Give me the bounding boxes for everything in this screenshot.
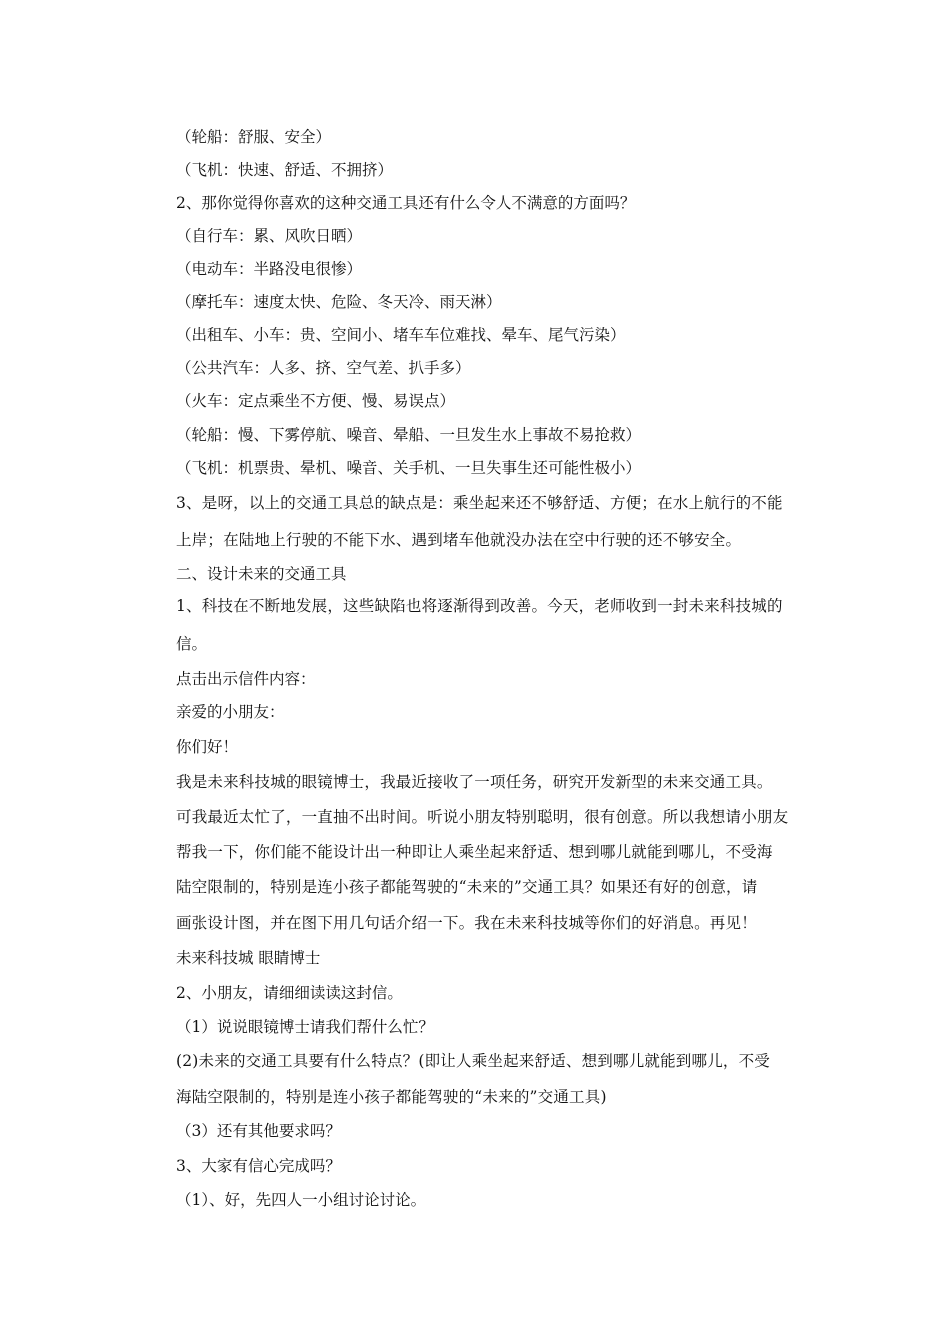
text-line: （飞机：快速、舒适、不拥挤） [176, 161, 394, 179]
text-line: 点击出示信件内容： [176, 670, 316, 688]
text-line: （飞机：机票贵、晕机、噪音、关手机、一旦失事生还可能性极小） [176, 459, 642, 477]
text-line: 海陆空限制的，特别是连小孩子都能驾驶的“未来的”交通工具) [176, 1088, 607, 1106]
text-line: （公共汽车：人多、挤、空气差、扒手多） [176, 359, 471, 377]
text-line: 信。 [176, 635, 208, 653]
text-line: （3）还有其他要求吗？ [176, 1122, 341, 1140]
letter-body-line: 我是未来科技城的眼镜博士，我最近接收了一项任务，研究开发新型的未来交通工具。 [176, 773, 773, 791]
text-line: (2)未来的交通工具要有什么特点？(即让人乘坐起来舒适、想到哪儿就能到哪儿，不受 [176, 1052, 771, 1070]
text-line: （1）、好，先四人一小组讨论讨论。 [176, 1191, 427, 1209]
section-heading: 二、设计未来的交通工具 [176, 565, 347, 583]
letter-greeting: 你们好！ [176, 738, 239, 756]
text-line: 1、科技在不断地发展，这些缺陷也将逐渐得到改善。今天，老师收到一封未来科技城的 [176, 597, 783, 615]
letter-body-line: 画张设计图，并在图下用几句话介绍一下。我在未来科技城等你们的好消息。再见！ [176, 914, 757, 932]
text-line: （火车：定点乘坐不方便、慢、易误点） [176, 392, 456, 410]
text-line: 3、是呀，以上的交通工具总的缺点是：乘坐起来还不够舒适、方便；在水上航行的不能 [176, 494, 783, 512]
text-line: （1）说说眼镜博士请我们帮什么忙？ [176, 1018, 434, 1036]
text-line: （轮船：慢、下雾停航、噪音、晕船、一旦发生水上事故不易抢救） [176, 426, 642, 444]
text-line: 2、那你觉得你喜欢的这种交通工具还有什么令人不满意的方面吗？ [176, 194, 636, 212]
text-line: （电动车：半路没电很惨） [176, 260, 363, 278]
text-line: 上岸；在陆地上行驶的不能下水、遇到堵车他就没办法在空中行驶的还不够安全。 [176, 531, 742, 549]
text-line: （自行车：累、风吹日晒） [176, 227, 363, 245]
letter-body-line: 可我最近太忙了，一直抽不出时间。听说小朋友特别聪明，很有创意。所以我想请小朋友 [176, 808, 789, 826]
letter-signature: 未来科技城 眼睛博士 [176, 949, 321, 967]
letter-salutation: 亲爱的小朋友： [176, 703, 285, 721]
text-line: 3、大家有信心完成吗？ [176, 1157, 341, 1175]
letter-body-line: 陆空限制的，特别是连小孩子都能驾驶的“未来的”交通工具？如果还有好的创意，请 [176, 878, 758, 896]
text-line: （出租车、小车：贵、空间小、堵车车位难找、晕车、尾气污染） [176, 326, 626, 344]
text-line: （摩托车：速度太快、危险、冬天冷、雨天淋） [176, 293, 502, 311]
text-line: 2、小朋友，请细细读读这封信。 [176, 984, 403, 1002]
text-line: （轮船：舒服、安全） [176, 128, 332, 146]
letter-body-line: 帮我一下，你们能不能设计出一种即让人乘坐起来舒适、想到哪儿就能到哪儿，不受海 [176, 843, 773, 861]
